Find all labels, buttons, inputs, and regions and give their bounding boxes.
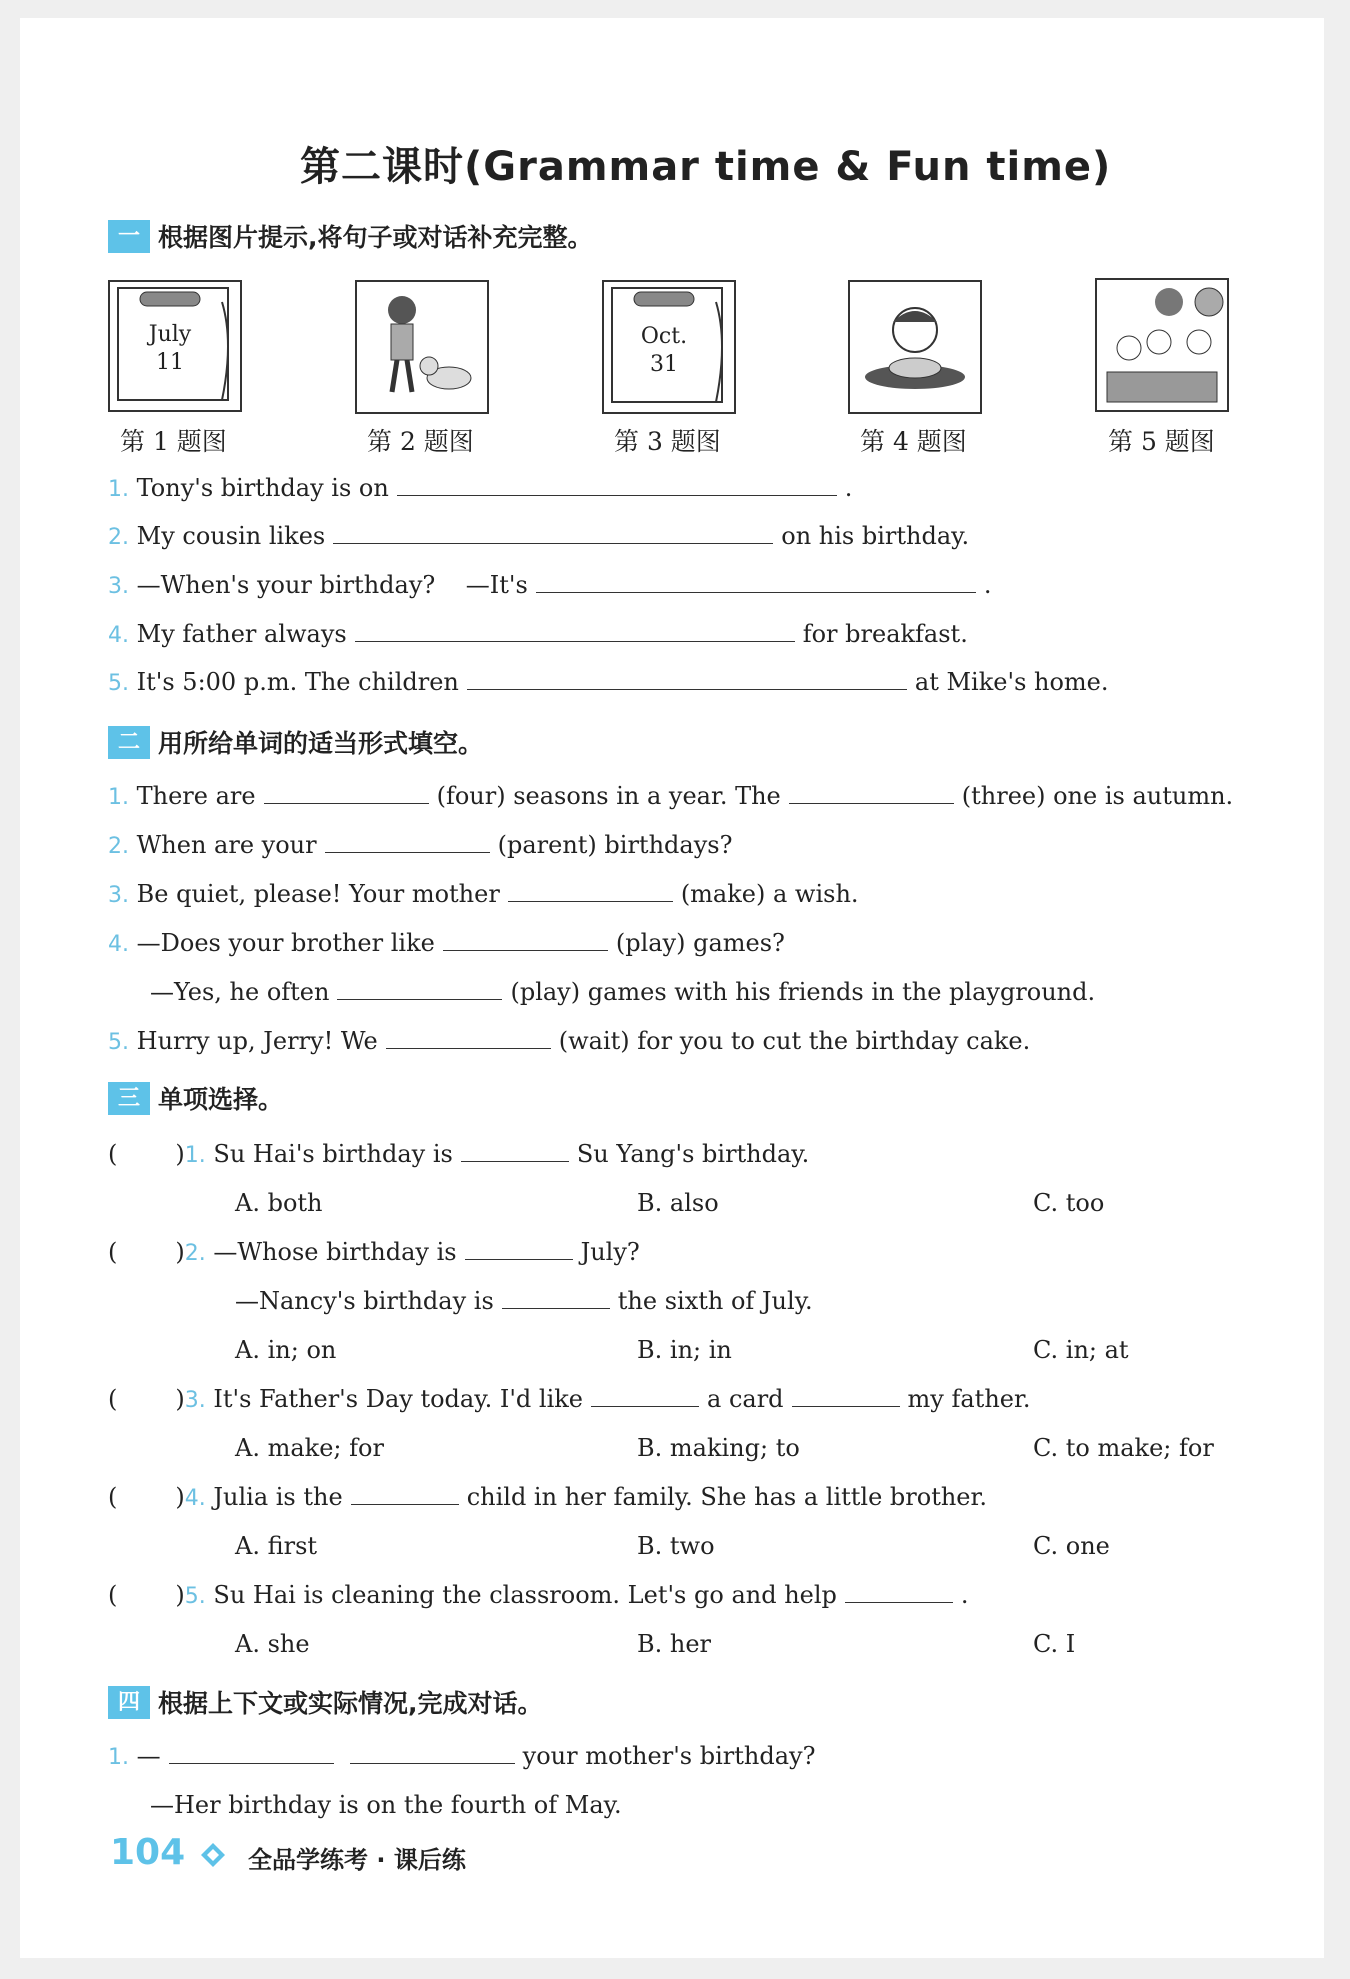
answer-blank[interactable] [502,1290,610,1309]
dialogue-line: —Her birthday is on the fourth of May. [150,1791,622,1819]
answer-blank[interactable] [397,477,837,496]
option-c: C. one [1033,1532,1110,1560]
option-a: A. make; for [235,1434,384,1462]
question-line: 4. My father always for breakfast. [108,620,968,648]
book-title: 全品学练考 · 课后练 [248,1846,466,1874]
option-c: C. I [1033,1630,1076,1658]
answer-blank[interactable] [465,1241,573,1260]
diamond-icon [200,1842,226,1872]
choice-question-line2: —Nancy's birthday is the sixth of July. [235,1287,813,1315]
dialogue-line: 1. — your mother's birthday? [108,1742,816,1770]
option-c: C. to make; for [1033,1434,1214,1462]
section-2-heading [108,724,483,760]
section-title: 根据图片提示,将句子或对话补充完整。 [158,223,593,252]
question-line: 2. My cousin likes on his birthday. [108,522,970,550]
answer-blank[interactable] [591,1388,699,1407]
question-line: 4. —Does your brother like (play) games? [108,929,785,957]
answer-blank[interactable] [792,1388,900,1407]
section-badge: 四 [108,1686,150,1719]
picture-caption: 第 4 题图 [860,427,967,456]
section-badge: 二 [108,726,150,759]
question-line: 3. Be quiet, please! Your mother (make) a wish. [108,880,859,908]
picture-caption: 第 5 题图 [1108,427,1215,456]
section-title: 用所给单词的适当形式填空。 [158,729,484,758]
answer-blank[interactable] [443,932,608,951]
choice-question: ( )4. Julia is the child in her family. She has a little brother. [108,1483,987,1511]
question-line: —Yes, he often (play) games with his friends in the playground. [150,978,1096,1006]
calendar-month: July [148,322,192,347]
section-title: 单项选择。 [158,1085,284,1114]
calendar-picture [602,280,736,414]
answer-blank[interactable] [508,883,673,902]
children-party-icon [1097,280,1227,410]
answer-blank[interactable] [350,1745,515,1764]
answer-blank[interactable] [169,1745,334,1764]
question-line: 1. Tony's birthday is on . [108,474,853,502]
question-line: 3. —When's your birthday? —It's . [108,571,992,599]
boy-eating-picture [848,280,982,414]
section-3-heading [108,1080,283,1116]
calendar-day: 31 [650,352,678,377]
answer-blank[interactable] [789,785,954,804]
option-a: A. both [235,1189,323,1217]
option-b: B. her [637,1630,712,1658]
answer-blank[interactable] [536,574,976,593]
answer-blank[interactable] [386,1030,551,1049]
answer-blank[interactable] [333,525,773,544]
picture-caption: 第 3 题图 [614,427,721,456]
question-line: 5. Hurry up, Jerry! We (wait) for you to cut the birthday cake. [108,1027,1031,1055]
choice-question: ( )3. It's Father's Day today. I'd like a card my father. [108,1385,1031,1413]
section-1-heading [108,218,593,254]
party-picture [1095,278,1229,412]
option-b: B. in; in [637,1336,732,1364]
option-b: B. also [637,1189,719,1217]
choice-question: ( )1. Su Hai's birthday is Su Yang's birthday. [108,1140,810,1168]
picture-caption: 第 1 题图 [120,427,227,456]
option-c: C. in; at [1033,1336,1129,1364]
calendar-month: Oct. [640,324,688,349]
answer-blank[interactable] [467,671,907,690]
answer-blank[interactable] [461,1143,569,1162]
option-c: C. too [1033,1189,1105,1217]
section-badge: 一 [108,220,150,253]
page-title: 第二课时(Grammar time & Fun time) [300,144,1112,190]
option-b: B. two [637,1532,715,1560]
choice-question: ( )5. Su Hai is cleaning the classroom. Let's go and help . [108,1581,969,1609]
answer-blank[interactable] [355,623,795,642]
boy-dog-illustration-icon [357,282,487,412]
option-a: A. in; on [235,1336,337,1364]
answer-blank[interactable] [337,981,502,1000]
choice-question: ( )2. —Whose birthday is July? [108,1238,640,1266]
answer-blank[interactable] [845,1584,953,1603]
question-line: 5. It's 5:00 p.m. The children at Mike's home. [108,668,1109,696]
option-a: A. first [235,1532,318,1560]
option-b: B. making; to [637,1434,800,1462]
answer-blank[interactable] [351,1486,459,1505]
boy-eating-noodles-icon [850,282,980,412]
boy-with-dog-picture [355,280,489,414]
answer-blank[interactable] [325,834,490,853]
question-line: 1. There are (four) seasons in a year. The (three) one is autumn. [108,782,1234,810]
picture-caption: 第 2 题图 [367,427,474,456]
section-badge: 三 [108,1082,150,1115]
section-4-heading [108,1684,543,1720]
option-a: A. she [235,1630,310,1658]
section-title: 根据上下文或实际情况,完成对话。 [158,1689,543,1718]
calendar-day: 11 [156,350,184,375]
calendar-picture [108,280,242,412]
answer-blank[interactable] [264,785,429,804]
page-number: 104 [110,1832,186,1873]
question-line: 2. When are your (parent) birthdays? [108,831,733,859]
